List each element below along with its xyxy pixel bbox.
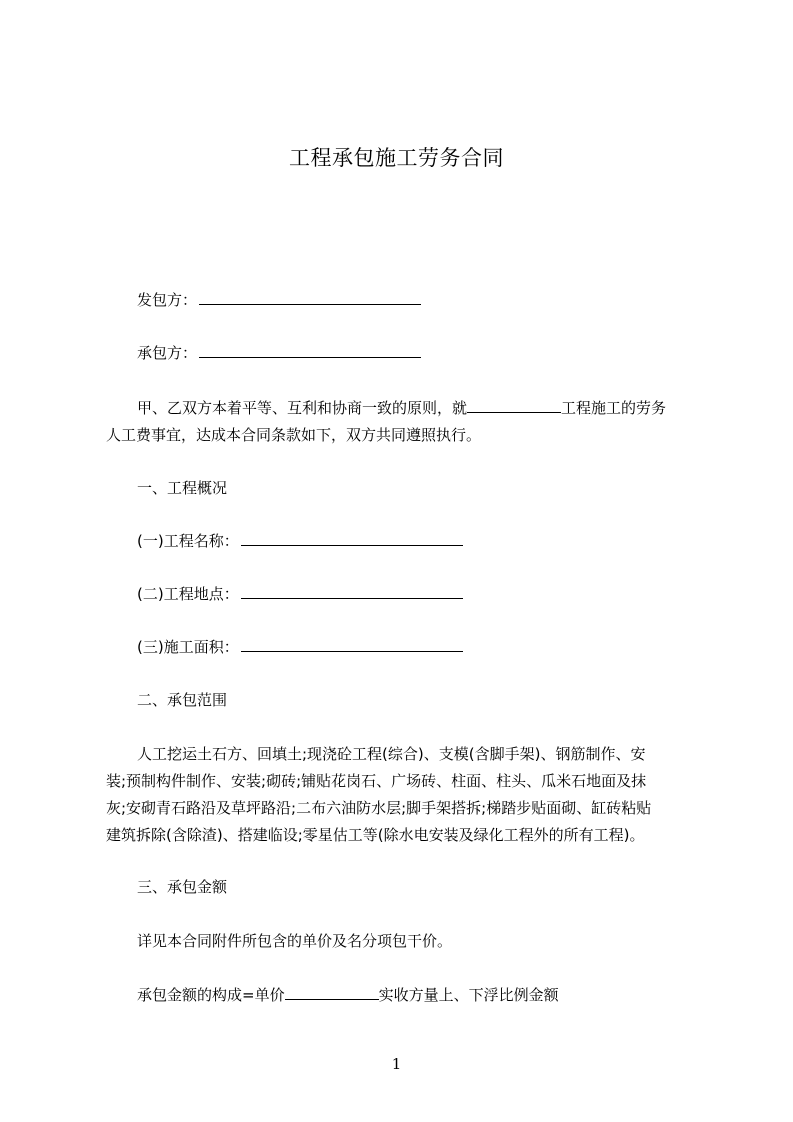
project-blank bbox=[467, 395, 561, 413]
intro-line-1 bbox=[137, 395, 666, 422]
item-project-name bbox=[137, 528, 463, 555]
section-1-heading: 一、工程概况 bbox=[137, 479, 228, 497]
scope-line: 灰;安砌青石路沿及草坪路沿;二布六油防水层;脚手架搭拆;梯踏步贴面砌、缸砖粘贴 bbox=[106, 799, 652, 817]
item-project-location bbox=[137, 581, 463, 608]
amount-detail: 详见本合同附件所包含的单价及名分项包干价。 bbox=[137, 932, 453, 950]
item-project-location-label: (二)工程地点： bbox=[137, 585, 239, 603]
intro-line-2 bbox=[106, 422, 481, 449]
scope-paragraph bbox=[106, 741, 706, 849]
party-a-blank bbox=[199, 287, 421, 305]
amount-formula-text-1: 承包金额的构成=单价 bbox=[137, 986, 285, 1004]
project-name-blank bbox=[241, 528, 463, 546]
scope-line: 装;预制构件制作、安装;砌砖;铺贴花岗石、广场砖、柱面、柱头、瓜米石地面及抹 bbox=[106, 772, 647, 790]
intro-text-1: 甲、乙双方本着平等、互利和协商一致的原则，就 bbox=[137, 399, 468, 417]
party-b-line bbox=[137, 340, 421, 367]
scope-line: 建筑拆除(含除渣)、搭建临设;零星估工等(除水电安装及绿化工程外的所有工程)。 bbox=[106, 826, 645, 844]
item-project-name-label: (一)工程名称： bbox=[137, 532, 239, 550]
party-b-label: 承包方： bbox=[137, 344, 198, 362]
party-a-label: 发包方： bbox=[137, 291, 198, 309]
intro-text-3: 人工费事宜，达成本合同条款如下，双方共同遵照执行。 bbox=[106, 426, 482, 444]
amount-formula-text-2: 实收方量上、下浮比例金额 bbox=[378, 986, 559, 1004]
scope-line: 人工挖运土石方、回填土;现浇砼工程(综合)、支模(含脚手架)、钢筋制作、安 bbox=[137, 745, 646, 763]
section-2-heading: 二、承包范围 bbox=[137, 691, 228, 709]
section-3-heading: 三、承包金额 bbox=[137, 878, 228, 896]
intro-text-2: 工程施工的劳务 bbox=[561, 399, 667, 417]
party-a-line bbox=[137, 287, 421, 314]
item-construction-area bbox=[137, 634, 463, 661]
project-location-blank bbox=[241, 581, 463, 599]
unit-price-blank bbox=[285, 982, 379, 1000]
party-b-blank bbox=[199, 340, 421, 358]
construction-area-blank bbox=[241, 634, 463, 652]
item-construction-area-label: (三)施工面积： bbox=[137, 638, 239, 656]
amount-formula bbox=[137, 982, 559, 1009]
page-number: 1 bbox=[391, 1055, 402, 1073]
document-title: 工程承包施工劳务合同 bbox=[289, 146, 504, 170]
